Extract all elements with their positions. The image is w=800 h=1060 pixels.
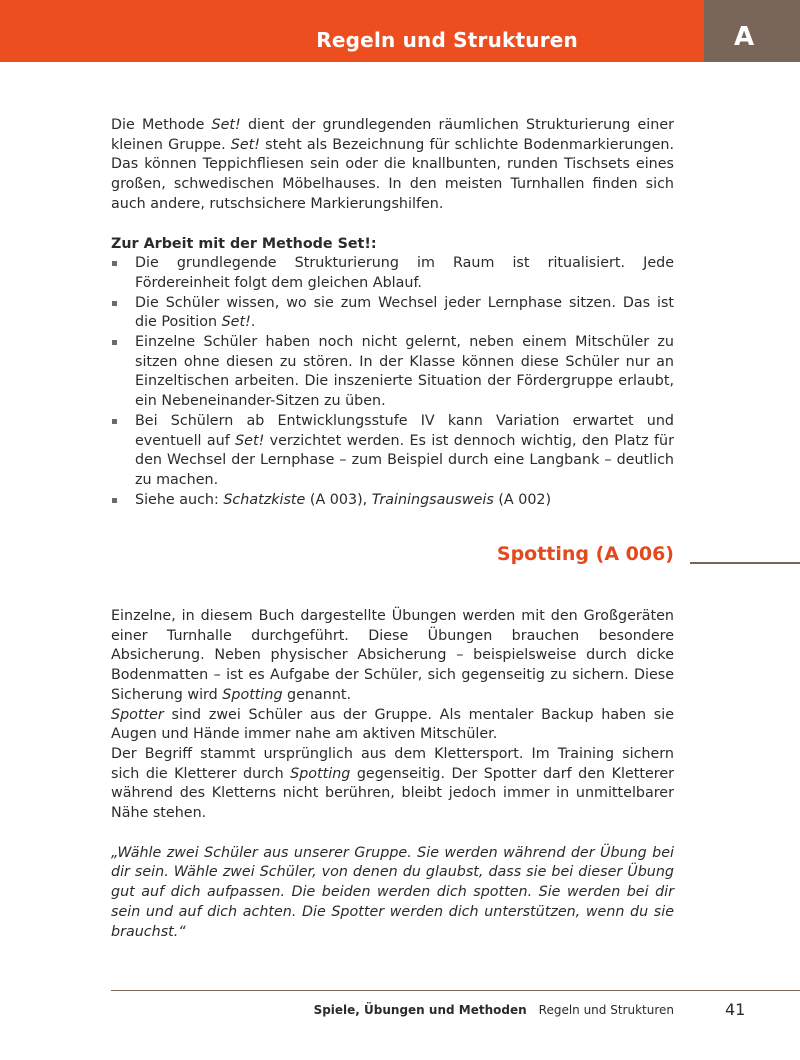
section-divider: [690, 562, 800, 564]
list-item: Einzelne Schüler haben noch nicht gelernt, neben einem Mitschüler zu sitzen ohne diesen zu stören. In der Klasse können diese Schüler nur an Einzeltischen arbeiten. Die inszenierte Situation der Fördergruppe erlaubt, ein Nebeneinander-Sitzen zu üben.: [111, 333, 674, 412]
intro-section: [111, 116, 674, 510]
bullet-marker-icon: [112, 419, 117, 424]
list-item: Die grundlegende Strukturierung im Raum ist ritualisiert. Jede Fördereinheit folgt dem gleichen Ablauf.: [111, 254, 674, 293]
intro-subheading: Zur Arbeit mit der Methode Set!:: [111, 235, 377, 252]
section-paragraph: Spotter sind zwei Schüler aus der Gruppe. Als mentaler Backup haben sie Augen und Hände immer nahe am aktiven Mitschüler.: [111, 706, 674, 743]
chapter-tab-letter: A: [734, 22, 755, 52]
footer-chapter: Regeln und Strukturen: [538, 1003, 674, 1017]
chapter-tab: [704, 0, 800, 62]
footer-divider: [111, 990, 800, 991]
chapter-title: Regeln und Strukturen: [316, 28, 578, 52]
bullet-marker-icon: [112, 261, 117, 266]
section-paragraph: Der Begriff stammt ursprünglich aus dem Klettersport. Im Training sichern sich die Kletterer durch Spotting gegenseitig. Der Spotter darf den Kletterer während des Kletterns nicht berühren, bleibt jedoch immer in unmittelbarer Nähe stehen.: [111, 745, 674, 822]
footer: [111, 1003, 674, 1017]
header-bar: [0, 0, 704, 62]
section-paragraph: Einzelne, in diesem Buch dargestellte Übungen werden mit den Großgeräten einer Turnhalle durchgeführt. Diese Übungen brauchen besondere Absicherung. Neben physischer Absicherung – beispielsweise durch dicke Bodenmatten – ist es Aufgabe der Schüler, sich gegenseitig zu sichern. Diese Sicherung wird Spotting genannt.: [111, 608, 674, 703]
list-item: Siehe auch: Schatzkiste (A 003), Trainingsausweis (A 002): [111, 491, 674, 511]
bullet-marker-icon: [112, 301, 117, 306]
intro-paragraph: Die Methode Set! dient der grundlegenden räumlichen Strukturierung einer kleinen Gruppe. Set! steht als Bezeichnung für schlichte Bodenmarkierungen. Das können Teppichfliesen sein oder die knallbunten, runden Tischsets eines großen, schwedischen Möbelhauses. In den meisten Turnhallen finden sich auch andere, rutschsichere Markierungshilfen.: [111, 117, 674, 212]
quote-paragraph: „Wähle zwei Schüler aus unserer Gruppe. Sie werden während der Übung bei dir sein. Wähle zwei Schüler, von denen du glaubst, dass sie bei dieser Übung gut auf dich aufpassen. Die beiden werden dich spotten. Sie werden bei dir sein und auf dich achten. Die Spotter werden dich unterstützen, wenn du sie brauchst.“: [111, 844, 674, 940]
spotting-section: [111, 607, 674, 942]
list-item: Die Schüler wissen, wo sie zum Wechsel jeder Lernphase sitzen. Das ist die Position Set!.: [111, 294, 674, 333]
intro-bullet-list: [111, 254, 674, 510]
section-heading: Spotting (A 006): [496, 543, 674, 565]
footer-book-title: Spiele, Übungen und Methoden: [313, 1003, 527, 1017]
list-item: Bei Schülern ab Entwicklungsstufe IV kann Variation erwartet und eventuell auf Set! verzichtet werden. Es ist dennoch wichtig, den Platz für den Wechsel der Lernphase – zum Beispiel durch eine Langbank – deutlich zu machen.: [111, 412, 674, 491]
page-number: 41: [725, 1000, 746, 1019]
bullet-marker-icon: [112, 498, 117, 503]
bullet-marker-icon: [112, 340, 117, 345]
